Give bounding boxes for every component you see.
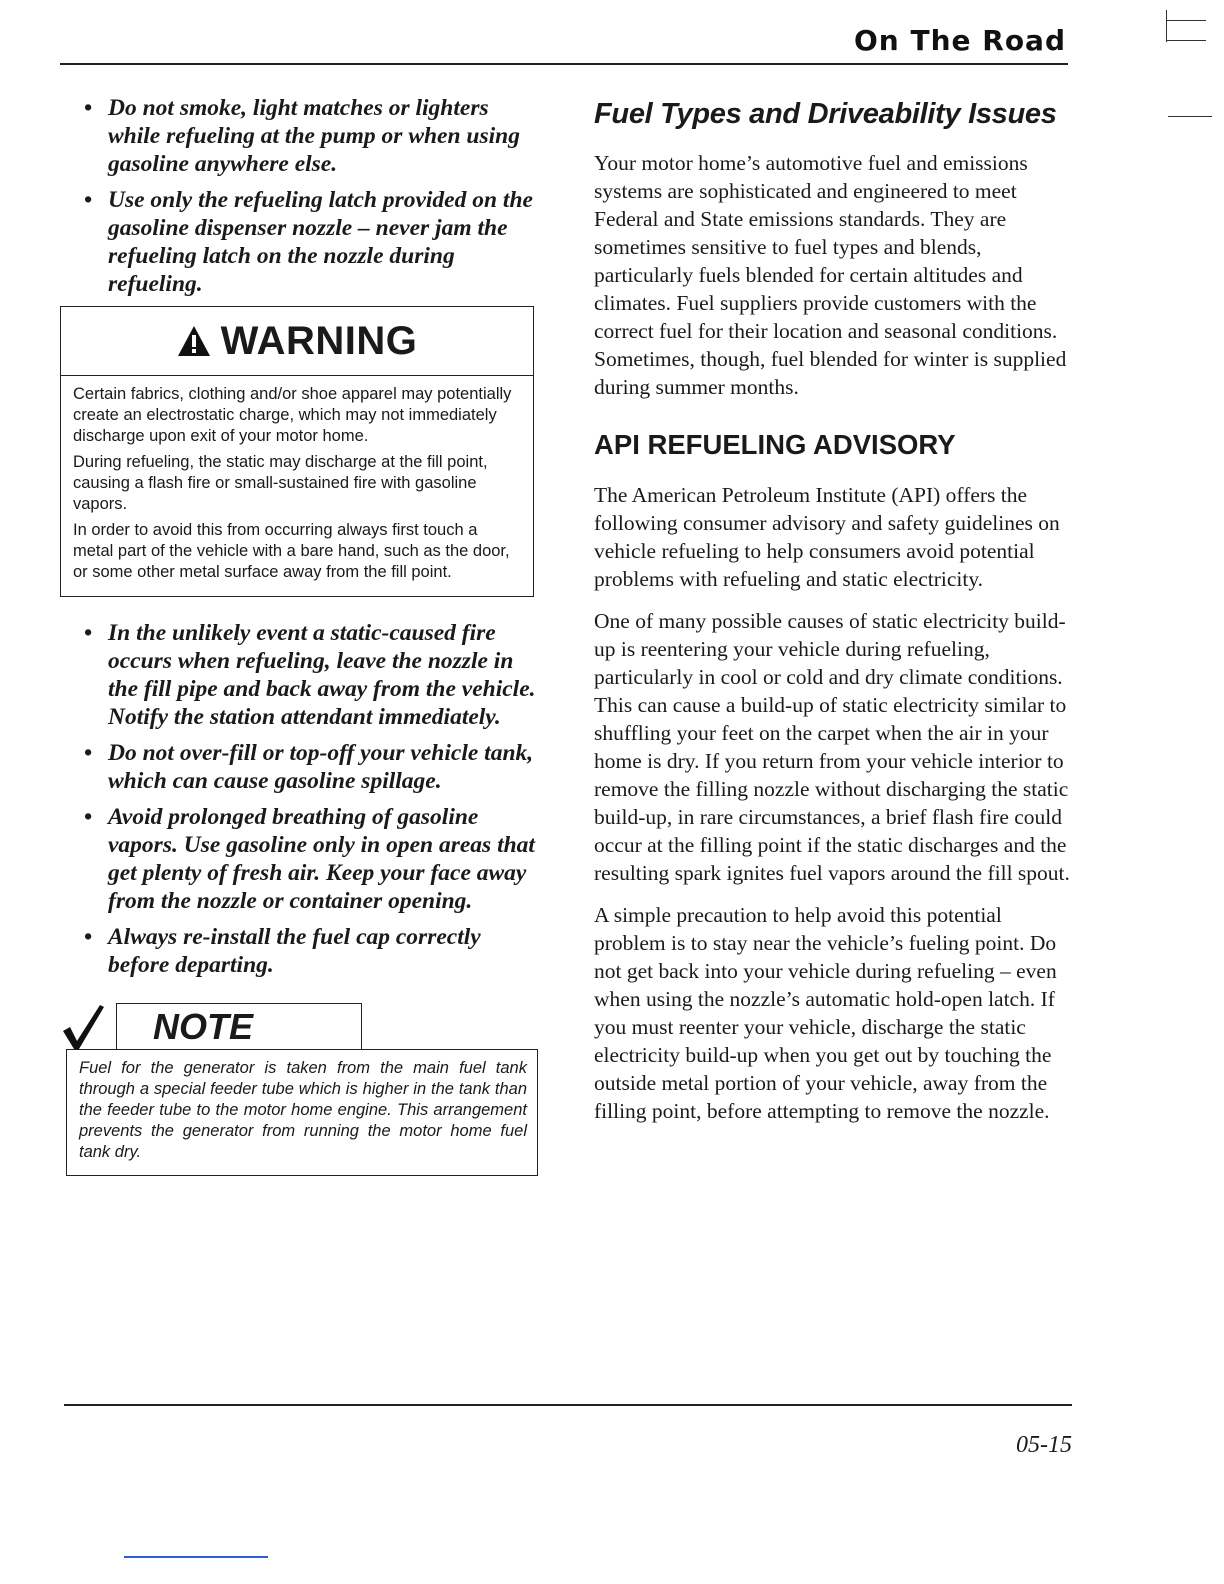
page-number: 05-15 xyxy=(1016,1432,1072,1458)
bullet-icon: • xyxy=(84,740,93,766)
note-body: Fuel for the generator is taken from the main fuel tank through a special feeder tube which is higher in the tank than the feeder tube to the motor home engine. This arrangement prevents the generator from running the motor home fuel tank dry. xyxy=(66,1049,538,1176)
warning-title: WARNING xyxy=(220,318,418,363)
list-item: • Do not over-fill or top-off your vehicle tank, which can cause gasoline spillage. xyxy=(84,740,534,794)
api-paragraph: A simple precaution to help avoid this potential problem is to stay near the vehicle’s fueling point. Do not get back into your vehicle during refueling – even when using the nozzle’s automatic hold-open latch. If you must reenter your vehicle, discharge the static electricity build-up when you get out by touching the outside metal portion of your vehicle, away from the filling point, before attempting to remove the nozzle. xyxy=(594,903,1057,1123)
edge-mark xyxy=(1168,116,1212,117)
edge-mark xyxy=(1166,20,1206,21)
list-item: • In the unlikely event a static-caused fire occurs when refueling, leave the nozzle in the fill pipe and back away from the vehicle. Notify the station attendant immediately. xyxy=(84,620,536,730)
warning-paragraph: In order to avoid this from occurring always first touch a metal part of the vehicle with a bare hand, such as the door, or some other metal surface away from the fill point. xyxy=(73,521,510,581)
warning-box xyxy=(60,306,534,597)
list-item: • Avoid prolonged breathing of gasoline vapors. Use gasoline only in open areas that get plenty of fresh air. Keep your face away from the nozzle or container opening. xyxy=(84,804,535,914)
edge-mark xyxy=(1166,40,1206,41)
bullet-icon: • xyxy=(84,95,93,121)
right-column xyxy=(594,94,1074,1139)
warning-body xyxy=(61,376,533,596)
edge-mark xyxy=(1166,10,1167,42)
safety-list-top xyxy=(60,94,538,298)
list-item: • Do not smoke, light matches or lighters while refueling at the pump or when using gasoline anywhere else. xyxy=(84,95,520,177)
header-rule xyxy=(60,63,1068,65)
bullet-icon: • xyxy=(84,804,93,830)
left-column xyxy=(60,94,538,1193)
page-header-title: On The Road xyxy=(854,24,1066,57)
note-title: NOTE xyxy=(116,1003,362,1049)
checkmark-icon xyxy=(60,1003,106,1051)
safety-list-bottom xyxy=(60,619,538,979)
list-item: • Always re-install the fuel cap correctly before departing. xyxy=(84,924,481,978)
list-item: • Use only the refueling latch provided on the gasoline dispenser nozzle – never jam the refueling latch on the nozzle during refueling. xyxy=(84,187,533,297)
fuel-types-paragraph: Your motor home’s automotive fuel and emissions systems are sophisticated and engineered to meet Federal and State emissions standards. They are sometimes sensitive to fuel types and blends, particularly fuels blended for certain altitudes and climates. Fuel suppliers provide customers with the correct fuel for their location and seasonal conditions. Sometimes, though, fuel blended for winter is supplied during summer months. xyxy=(594,151,1067,399)
warning-paragraph: Certain fabrics, clothing and/or shoe apparel may potentially create an electrostatic charge, which may not immediately discharge upon exit of your motor home. xyxy=(73,385,512,445)
footer-rule xyxy=(64,1404,1072,1406)
footer-accent-line xyxy=(124,1556,268,1558)
api-advisory-heading: API REFUELING ADVISORY xyxy=(594,429,956,460)
api-paragraph: One of many possible causes of static electricity build-up is reentering your vehicle during refueling, particularly in cool or cold and dry climate conditions. This can cause a build-up of static electricity similar to shuffling your feet on the carpet when the air in your home is dry. If you return from your vehicle interior to remove the filling nozzle without discharging the static build-up, in rare circumstances, a brief flash fire could occur at the filling point if the static discharges and the resulting spark ignites fuel vapors around the fill spout. xyxy=(594,609,1070,885)
note-callout xyxy=(60,1003,538,1193)
bullet-icon: • xyxy=(84,187,93,213)
warning-paragraph: During refueling, the static may discharge at the fill point, causing a flash fire or small-sustained fire with gasoline vapors. xyxy=(73,453,488,513)
api-paragraph: The American Petroleum Institute (API) offers the following consumer advisory and safety guidelines on vehicle refueling to help consumers avoid potential problems with refueling and static electricity. xyxy=(594,483,1060,591)
fuel-types-heading: Fuel Types and Driveability Issues xyxy=(594,98,1057,130)
warning-header xyxy=(61,307,533,376)
bullet-icon: • xyxy=(84,924,93,950)
warning-triangle-icon xyxy=(177,325,211,357)
bullet-icon: • xyxy=(84,620,93,646)
